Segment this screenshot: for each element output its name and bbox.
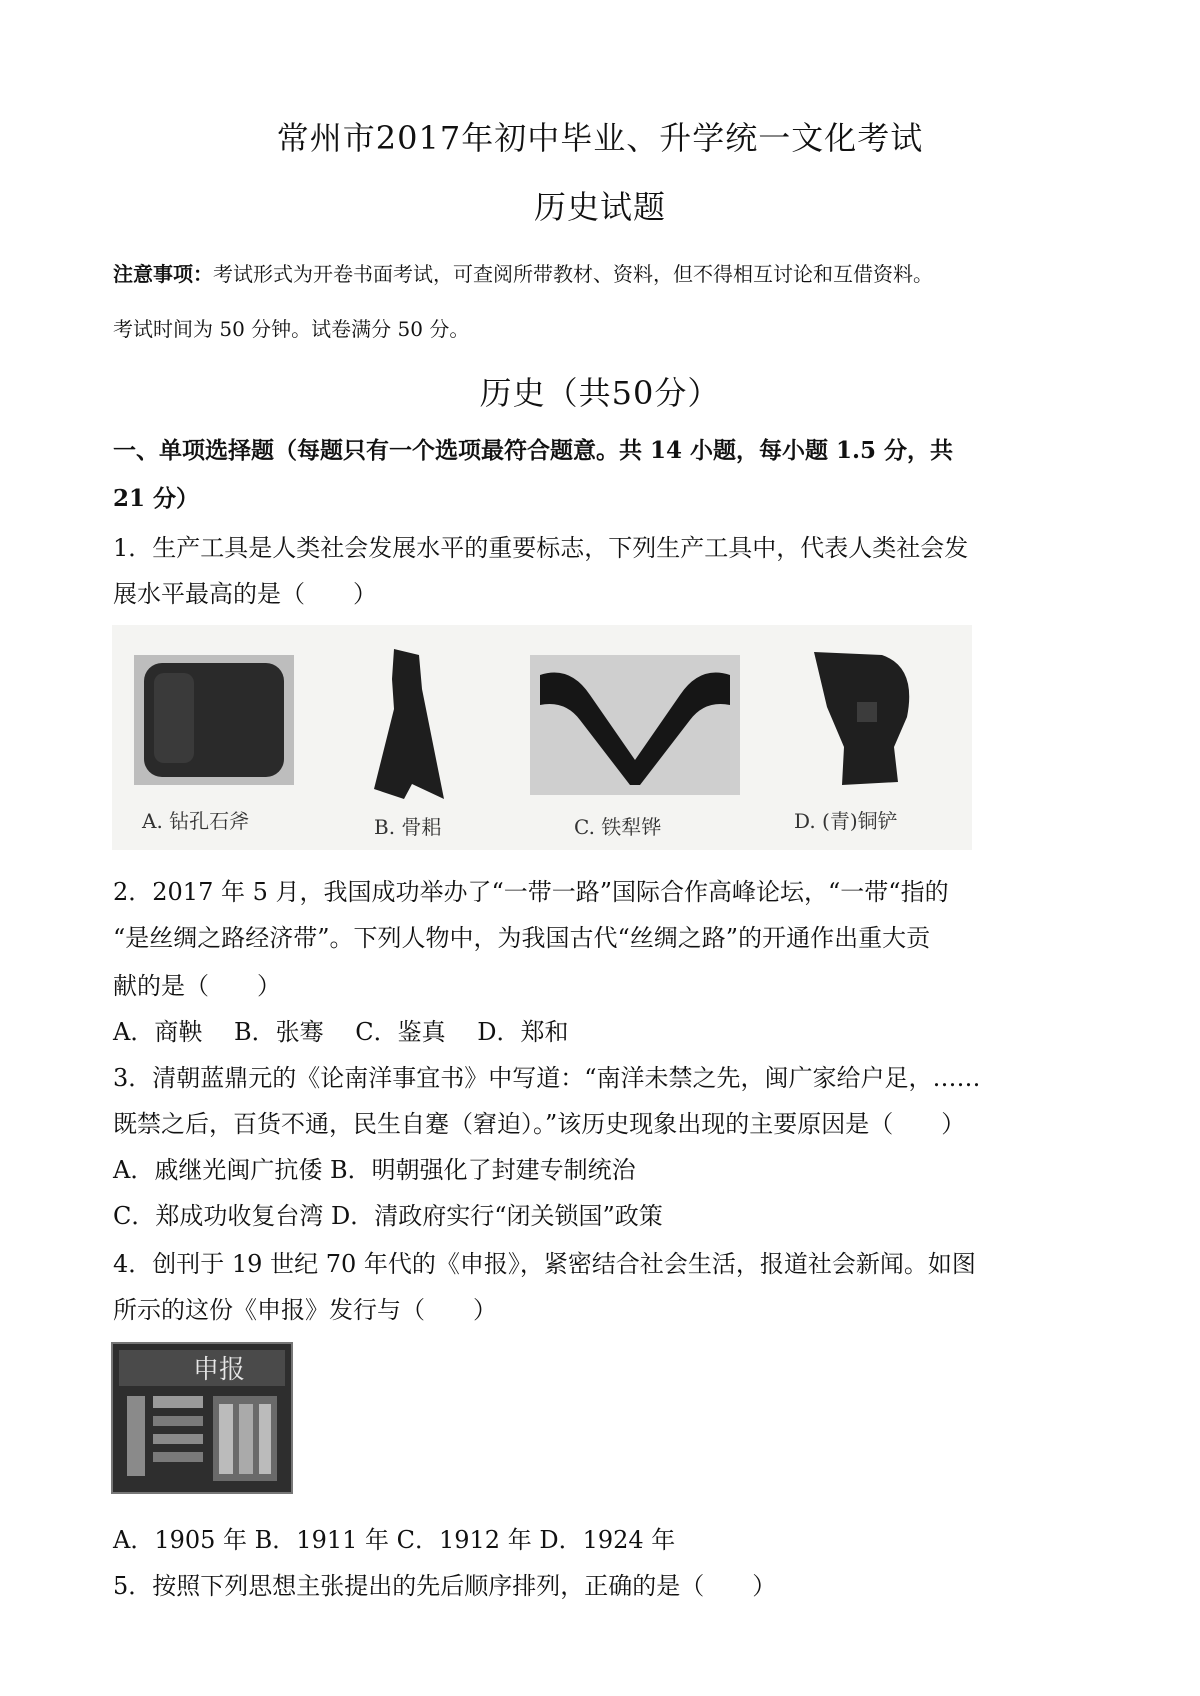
bronze-shovel-image: [802, 647, 922, 787]
q3-line-1: 3．清朝蓝鼎元的《论南洋事宜书》中写道：“南洋未禁之先，闽广家给户足，……: [113, 1064, 981, 1092]
q2-line-1: 2．2017 年 5 月，我国成功举办了“一带一路”国际合作高峰论坛，“一带“指的: [113, 878, 949, 906]
shenbao-newspaper-image: [111, 1342, 293, 1494]
q3-options-cd: C．郑成功收复台湾 D．清政府实行“闭关锁国”政策: [113, 1202, 663, 1230]
bone-spade-image: [364, 649, 454, 799]
section1-line-1: 一、单项选择题（每题只有一个选项最符合题意。共 14 小题，每小题 1.5 分，共: [113, 437, 954, 464]
notice-line-1: [113, 258, 1093, 287]
notice-line-2: 考试时间为 50 分钟。试卷满分 50 分。: [113, 317, 470, 341]
stone-axe-image: [134, 655, 294, 785]
q3-options-ab: A．戚继光闽广抗倭 B．明朝强化了封建专制统治: [113, 1156, 636, 1184]
q1-option-b-caption: B. 骨耜: [374, 815, 442, 839]
q1-option-c-caption: C. 铁犁铧: [574, 815, 662, 839]
iron-plowshare-image: [530, 655, 740, 795]
shenbao-masthead: 申报: [193, 1355, 246, 1385]
section1-line-2: 21 分）: [113, 485, 200, 512]
q4-line-1: 4．创刊于 19 世纪 70 年代的《申报》，紧密结合社会生活，报道社会新闻。如图: [113, 1250, 976, 1278]
q1-tools-figure: [112, 625, 972, 850]
exam-subtitle: 历史试题: [533, 188, 666, 226]
section-title: 历史（共50分）: [479, 374, 721, 412]
q4-options: A．1905 年 B．1911 年 C．1912 年 D．1924 年: [113, 1526, 676, 1554]
q2-options: A．商鞅 B．张骞 C．鉴真 D．郑和: [113, 1018, 569, 1046]
q2-line-3: 献的是（ ）: [113, 972, 281, 1000]
q1-option-a-caption: A. 钻孔石斧: [142, 809, 250, 833]
q3-line-2: 既禁之后，百货不通，民生自蹇（窘迫）。”该历史现象出现的主要原因是（ ）: [113, 1110, 966, 1138]
q1-line-1: 1．生产工具是人类社会发展水平的重要标志，下列生产工具中，代表人类社会发: [113, 534, 969, 562]
q4-line-2: 所示的这份《申报》发行与（ ）: [113, 1296, 497, 1324]
q1-option-d-caption: D. (青)铜铲: [794, 809, 898, 833]
q2-line-2: “是丝绸之路经济带”。下列人物中，为我国古代“丝绸之路”的开通作出重大贡: [113, 924, 931, 952]
notice-text-1: 考试形式为开卷书面考试，可查阅所带教材、资料，但不得相互讨论和互借资料。: [213, 262, 933, 286]
notice-label: 注意事项：: [113, 262, 213, 286]
exam-title: 常州市2017年初中毕业、升学统一文化考试: [276, 119, 924, 157]
q1-line-2: 展水平最高的是（ ）: [113, 580, 377, 608]
q5-line-1: 5．按照下列思想主张提出的先后顺序排列，正确的是（ ）: [113, 1572, 777, 1600]
